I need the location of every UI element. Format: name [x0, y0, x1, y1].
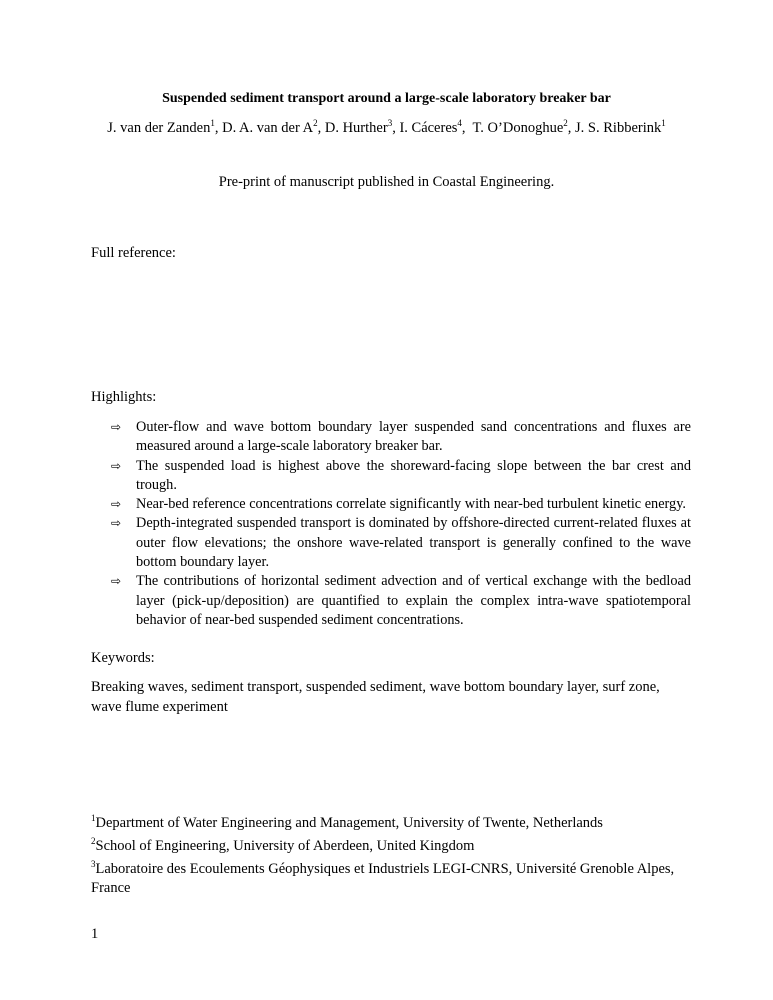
affiliation-mark: 1: [91, 813, 96, 824]
highlight-item: [111, 514, 691, 572]
affiliation-mark: 2: [91, 836, 96, 847]
highlight-item: [111, 457, 691, 496]
right-arrow-icon: ⇨: [111, 516, 122, 531]
highlight-text: Depth-integrated suspended transport is dominated by offshore-directed current-related fluxes at outer flow elevations; the onshore wave-related transport is generally confined to the wave bottom boundary layer.: [136, 515, 691, 571]
author-name: T. O’Donoghue: [472, 120, 564, 136]
preprint-note: Pre-print of manuscript published in Coastal Engineering.: [218, 174, 555, 190]
right-arrow-icon: ⇨: [111, 420, 122, 434]
author-name: J. van der Zanden: [107, 120, 211, 136]
highlights-heading: Highlights:: [91, 389, 157, 405]
author-separator: ,: [392, 120, 400, 136]
highlights-list: [111, 418, 691, 630]
paper-title: Suspended sediment transport around a large-scale laboratory breaker bar: [162, 91, 611, 106]
affiliation: [91, 814, 681, 833]
author-separator: ,: [317, 120, 325, 136]
author-separator: ,: [567, 120, 576, 136]
affiliation-text: School of Engineering, University of Aberdeen, United Kingdom: [95, 838, 475, 854]
highlight-item: [111, 572, 691, 630]
page-number: 1: [91, 926, 99, 942]
author-name: J. S. Ribberink: [575, 120, 662, 136]
author-name: D. A. van der A: [222, 120, 314, 136]
author-affiliation-mark: 2: [563, 118, 568, 129]
full-reference-label: Full reference:: [91, 245, 176, 261]
keywords-heading: Keywords:: [91, 650, 155, 666]
highlight-item: [111, 495, 691, 514]
author-separator: ,: [214, 120, 223, 136]
author-name: I. Cáceres: [399, 120, 458, 136]
right-arrow-icon: ⇨: [111, 574, 122, 589]
highlight-text: The suspended load is highest above the shoreward-facing slope between the bar crest and trough.: [136, 457, 691, 493]
right-arrow-icon: ⇨: [111, 497, 122, 512]
highlight-text: Outer-flow and wave bottom boundary layer suspended sand concentrations and fluxes are measured around a large-scale laboratory breaker bar.: [136, 419, 691, 455]
author-list: [0, 120, 773, 137]
affiliation-text: Department of Water Engineering and Management, University of Twente, Netherlands: [95, 815, 603, 831]
author-separator: ,: [461, 120, 473, 136]
author-affiliation-mark: 1: [210, 118, 215, 129]
author-affiliation-mark: 3: [387, 118, 393, 129]
affiliation-mark: 3: [91, 859, 96, 870]
highlight-text: The contributions of horizontal sediment advection and of vertical exchange with the bedload layer (pick-up/deposition) are quantified to explain the complex intra-wave spatiotemporal behavior of near-bed suspended sediment concentrations.: [136, 573, 691, 628]
affiliation: [91, 837, 681, 856]
highlight-item: [111, 418, 691, 457]
right-arrow-icon: ⇨: [111, 458, 122, 473]
affiliation: [91, 860, 681, 897]
author-name: D. Hurther: [324, 120, 388, 136]
author-affiliation-mark: 4: [457, 118, 462, 129]
author-affiliation-mark: 2: [313, 118, 318, 129]
affiliation-text: Laboratoire des Ecoulements Géophysiques et Industriels LEGI-CNRS, Université Grenoble Alpes, France: [91, 861, 675, 896]
keywords-text: Breaking waves, sediment transport, suspended sediment, wave bottom boundary layer, surf zone, wave flume experiment: [91, 679, 660, 715]
author-affiliation-mark: 1: [661, 118, 666, 129]
highlight-text: Near-bed reference concentrations correlate significantly with near-bed turbulent kinetic energy.: [136, 496, 686, 513]
